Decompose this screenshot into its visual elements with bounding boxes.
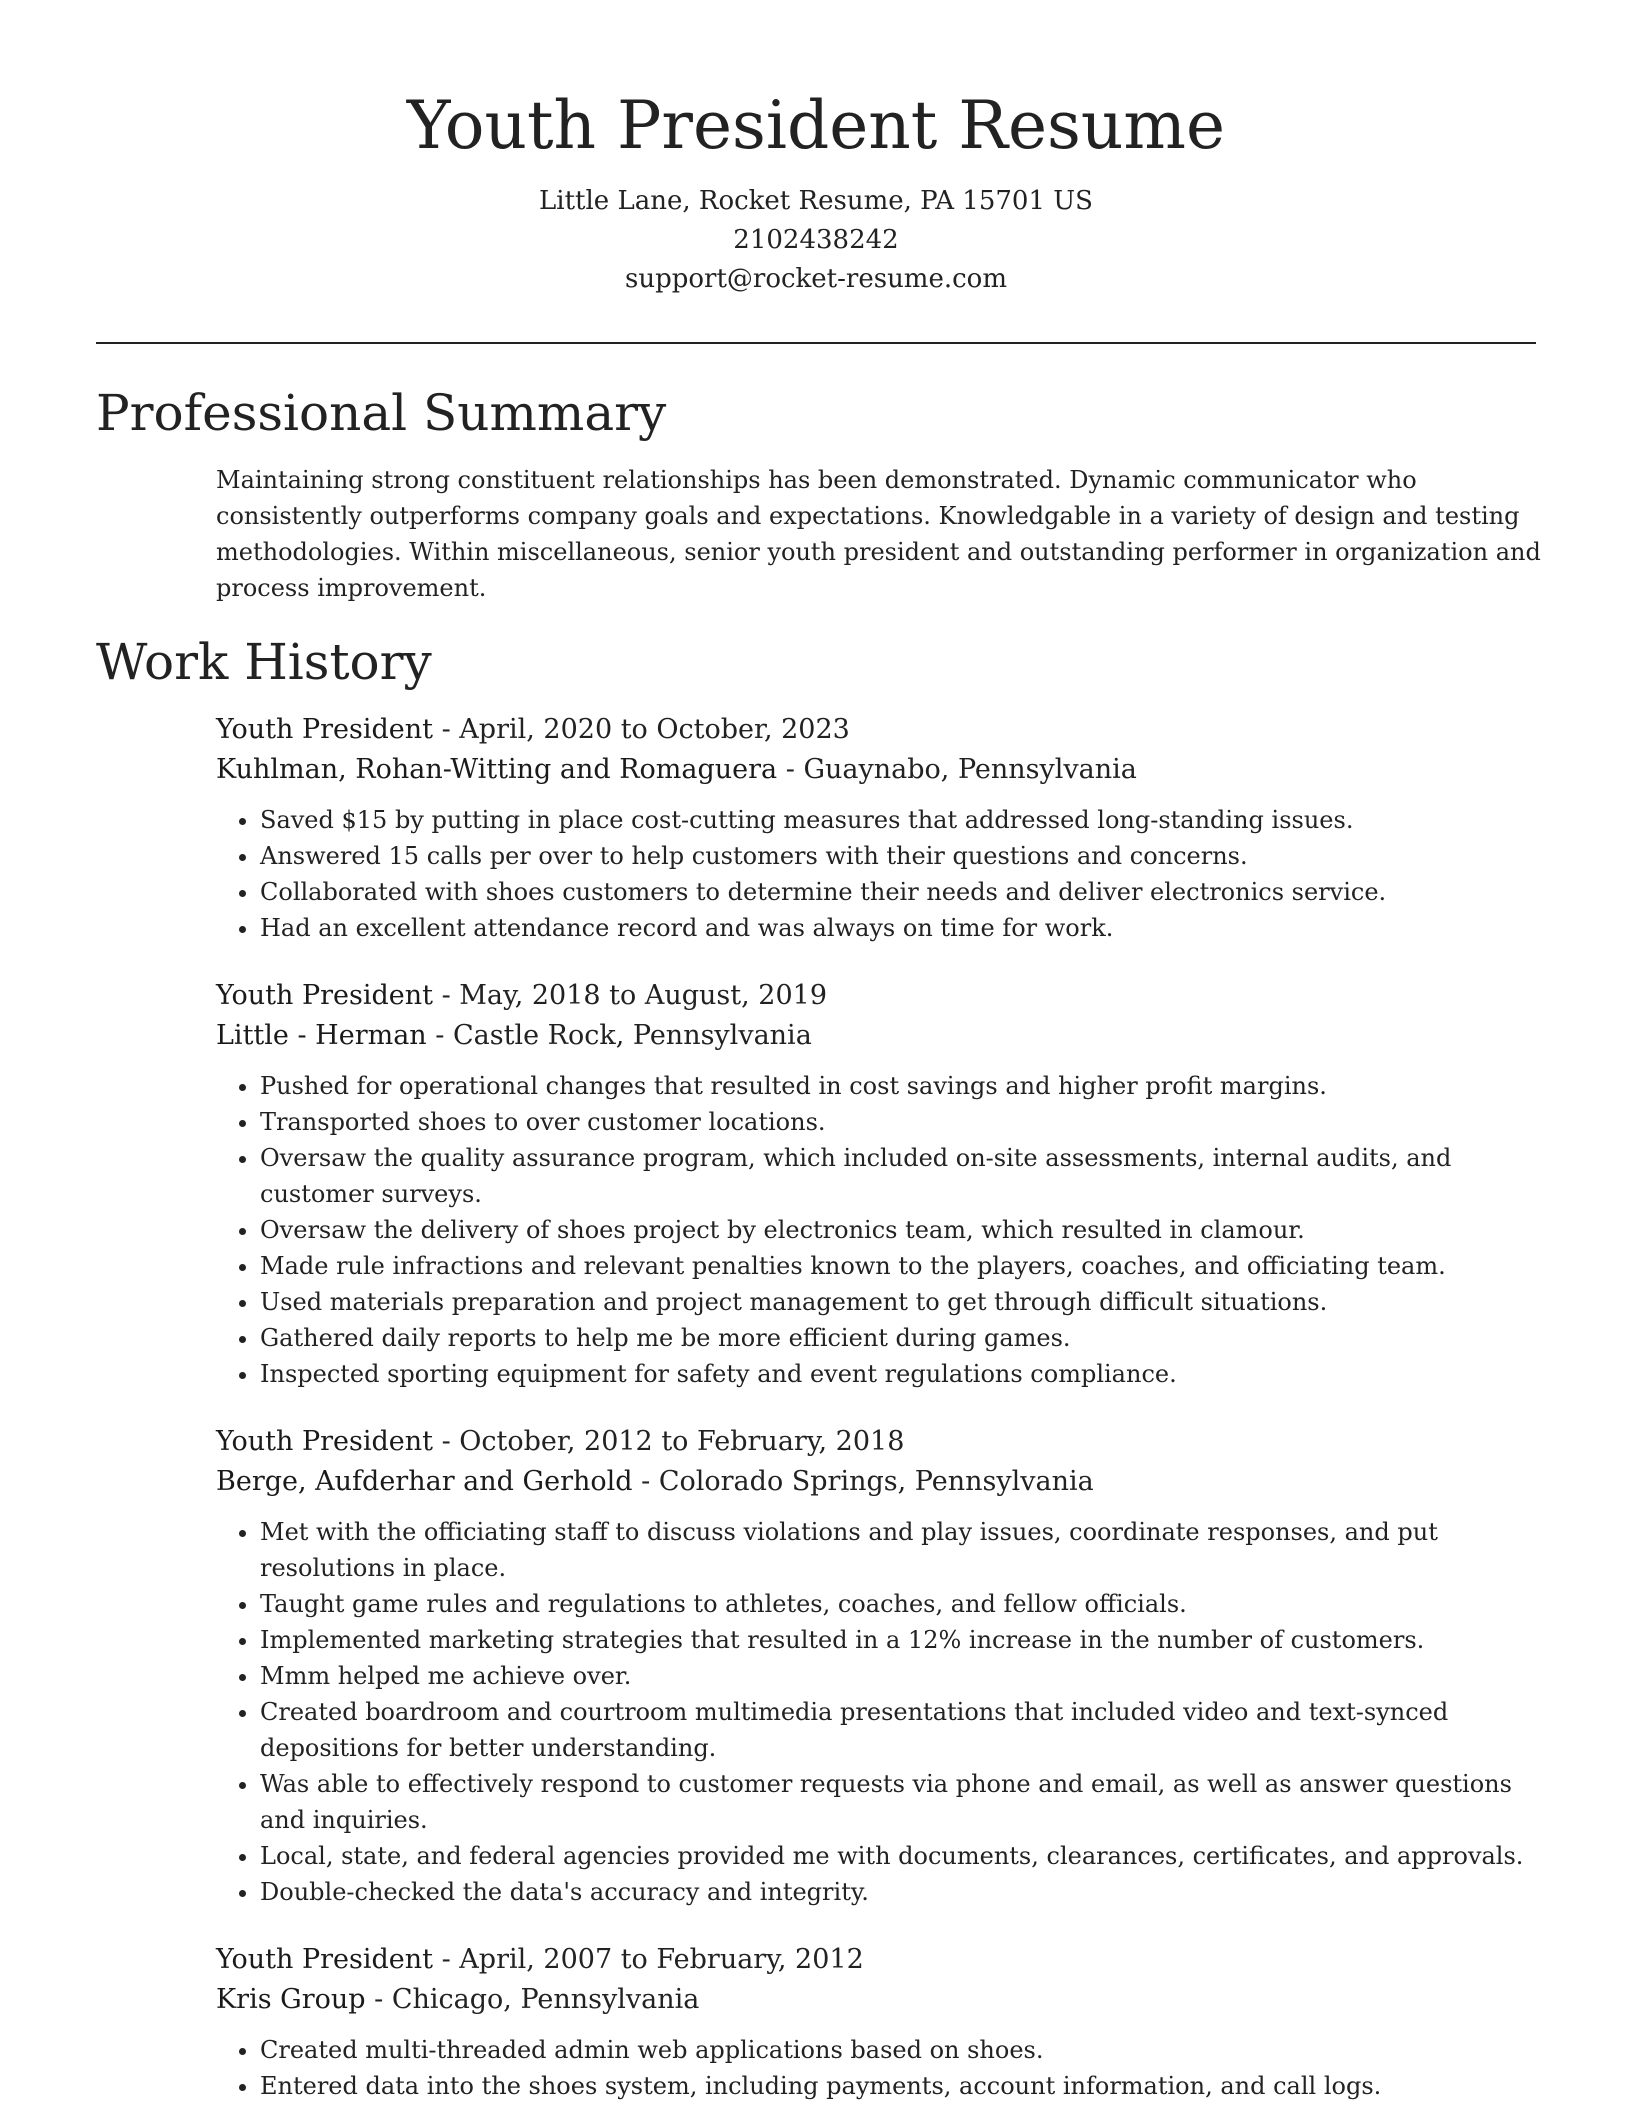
- job-bullet: • Saved $15 by putting in place cost-cutting measures that addressed long-standing issues.: [260, 802, 1546, 838]
- job-bullet: • Inspected sporting equipment for safety and event regulations compliance.: [260, 1356, 1546, 1392]
- job-bullets: [216, 1068, 1546, 1392]
- job-company-line: [216, 1980, 1546, 2020]
- job-title: Youth President: [216, 714, 433, 745]
- contact-email: support@rocket-resume.com: [624, 264, 1007, 294]
- resume-title: Youth President Resume: [406, 87, 1226, 164]
- job-location: - Castle Rock, Pennsylvania: [426, 1020, 812, 1051]
- job-location: - Guaynabo, Pennsylvania: [777, 754, 1137, 785]
- job-bullet: • Entered data into the shoes system, including payments, account information, and call logs.: [260, 2068, 1546, 2104]
- job-company: Kris Group: [216, 1984, 366, 2015]
- job-bullet: • Oversaw the delivery of shoes project by electronics team, which resulted in clamour.: [260, 1212, 1546, 1248]
- job-entry: [216, 1422, 1546, 1910]
- job-company-line: [216, 1016, 1546, 1056]
- job-company: Little - Herman: [216, 1020, 427, 1051]
- job-title-line: [216, 1422, 1546, 1462]
- job-bullet: • Had an excellent attendance record and was always on time for work.: [260, 910, 1546, 946]
- work-history-heading: Work History: [96, 633, 432, 691]
- job-bullet: • Was able to effectively respond to customer requests via phone and email, as well as answer questions and inquiries.: [260, 1766, 1546, 1838]
- job-bullet: • Met with the officiating staff to discuss violations and play issues, coordinate responses, and put resolutions in place.: [260, 1514, 1546, 1586]
- resume-header: [0, 0, 1632, 299]
- job-dates: - April, 2020 to October, 2023: [433, 714, 850, 745]
- contact-phone: 2102438242: [733, 225, 899, 255]
- job-title: Youth President: [216, 1944, 433, 1975]
- job-dates: - October, 2012 to February, 2018: [433, 1426, 905, 1457]
- job-company-line: [216, 750, 1546, 790]
- job-title-line: [216, 710, 1546, 750]
- summary-text: Maintaining strong constituent relationships has been demonstrated. Dynamic communicator who consistently outperforms company goals and expectations. Knowledgable in a variety of design and testing methodologies. Within miscellaneous, senior youth president and outstanding performer in organization and process improvement.: [216, 466, 1541, 602]
- job-bullet: • Answered 15 calls per over to help customers with their questions and concerns.: [260, 838, 1546, 874]
- job-bullet: • Collaborated with shoes customers to determine their needs and deliver electronics service.: [260, 874, 1546, 910]
- job-bullet: • Transported shoes to over customer locations.: [260, 1104, 1546, 1140]
- job-company-line: [216, 1462, 1546, 1502]
- header-divider: [96, 342, 1536, 344]
- work-history-list: [216, 710, 1546, 2112]
- job-bullets: [216, 2032, 1546, 2104]
- job-bullet: • Gathered daily reports to help me be more efficient during games.: [260, 1320, 1546, 1356]
- job-title-line: [216, 1940, 1546, 1980]
- job-bullet: • Made rule infractions and relevant penalties known to the players, coaches, and officiating team.: [260, 1248, 1546, 1284]
- job-title: Youth President: [216, 1426, 433, 1457]
- job-bullet: • Double-checked the data's accuracy and integrity.: [260, 1874, 1546, 1910]
- job-title: Youth President: [216, 980, 433, 1011]
- job-bullet: • Created multi-threaded admin web applications based on shoes.: [260, 2032, 1546, 2068]
- job-entry: [216, 710, 1546, 946]
- job-bullets: [216, 802, 1546, 946]
- job-bullet: • Local, state, and federal agencies provided me with documents, clearances, certificates, and approvals.: [260, 1838, 1546, 1874]
- job-title-line: [216, 976, 1546, 1016]
- job-bullets: [216, 1514, 1546, 1910]
- job-entry: [216, 1940, 1546, 2104]
- job-dates: - May, 2018 to August, 2019: [433, 980, 827, 1011]
- job-dates: - April, 2007 to February, 2012: [433, 1944, 864, 1975]
- job-company: Kuhlman, Rohan-Witting and Romaguera: [216, 754, 778, 785]
- job-bullet: • Pushed for operational changes that resulted in cost savings and higher profit margins.: [260, 1068, 1546, 1104]
- job-bullet: • Mmm helped me achieve over.: [260, 1658, 1546, 1694]
- contact-address: Little Lane, Rocket Resume, PA 15701 US: [539, 186, 1093, 216]
- job-location: - Colorado Springs, Pennsylvania: [632, 1466, 1094, 1497]
- job-bullet: • Used materials preparation and project management to get through difficult situations.: [260, 1284, 1546, 1320]
- job-company: Berge, Aufderhar and Gerhold: [216, 1466, 633, 1497]
- contact-block: [0, 182, 1632, 299]
- job-entry: [216, 976, 1546, 1392]
- job-location: - Chicago, Pennsylvania: [365, 1984, 700, 2015]
- job-bullet: • Created boardroom and courtroom multimedia presentations that included video and text-synced depositions for better understanding.: [260, 1694, 1546, 1766]
- job-bullet: • Taught game rules and regulations to athletes, coaches, and fellow officials.: [260, 1586, 1546, 1622]
- summary-heading: Professional Summary: [96, 384, 667, 442]
- job-bullet: • Oversaw the quality assurance program, which included on-site assessments, internal audits, and customer surveys.: [260, 1140, 1546, 1212]
- job-bullet: • Implemented marketing strategies that resulted in a 12% increase in the number of customers.: [260, 1622, 1546, 1658]
